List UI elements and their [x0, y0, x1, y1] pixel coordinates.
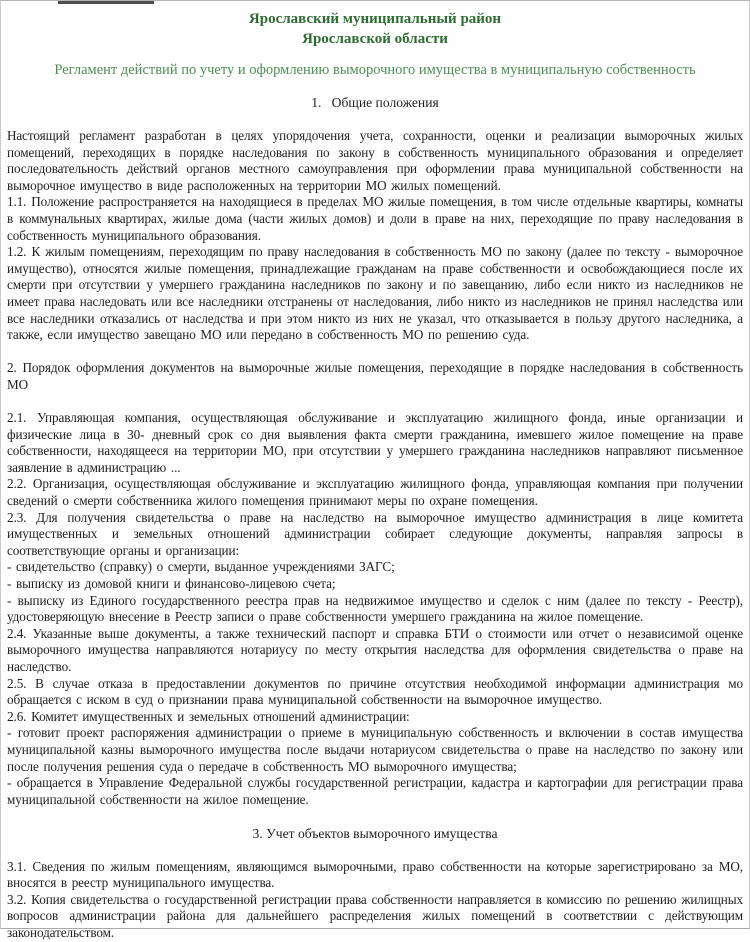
clause-2-2: 2.2. Организация, осуществляющая обслуживание и эксплуатацию жилищного фонда, управляющая компания при получении сведений о смерти собственника жилого помещения принимают меры по охране помещения. [7, 476, 743, 509]
list-item-registry-extract: - выписку из Единого государственного реестра прав на недвижимое имущество и сделок с ним (далее по тексту - Реестр), удостоверяющую внесение в Реестр записи о праве собственности умершего гражданина на жилое помещение. [7, 592, 743, 625]
clause-2-3: 2.3. Для получения свидетельства о праве на наследство на выморочное имущество администрация в лице комитета имущественных и земельных отношений администрации собирает следующие документы, направляя запросы в соответствующие органы и организации: [7, 509, 743, 558]
scan-artifact-line [58, 1, 154, 4]
clause-1-2: 1.2. К жилым помещениям, переходящим по праву наследования в собственность МО по закону (далее по тексту - выморочное имущество), относятся жилые помещения, принадлежащие гражданам на праве собственности и освобождающиеся после их смерти при отсутствии у умершего гражданина наследников по закону и по завещанию, либо если никто из наследников не имеет права наследовать или все наследники отстранены от наследования, либо никто из наследников не принял наследства или все наследники отказались от наследства и при этом никто из них не указал, что отказывается в пользу другого наследника, а также, если имущество завещано МО или передано в собственность МО по решению суда. [7, 244, 743, 343]
clause-3-1: 3.1. Сведения по жилым помещениям, являющимся выморочными, право собственности на которые зарегистрировано за МО, вносятся в реестр муниципального имущества. [7, 858, 743, 891]
doc-title-line1: Ярославский муниципальный район [248, 11, 502, 27]
section-3-heading: 3. Учет объектов выморочного имущества [252, 825, 498, 841]
section-2-heading: 2. Порядок оформления документов на выморочные жилые помещения, переходящие в порядке наследования в собственность МО [7, 360, 743, 392]
clause-1-1: 1.1. Положение распространяется на находящиеся в пределах МО жилые помещения, в том числе отдельные квартиры, комнаты в коммунальных квартирах, жилые дома (части жилых домов) и доли в праве на них, переходящие по праву наследования в собственность муниципального образования. [7, 194, 743, 243]
doc-title-line2: Ярославской области [302, 31, 448, 47]
clause-2-1: 2.1. Управляющая компания, осуществляющая обслуживание и эксплуатацию жилищного фонда, иные организации и физические лица в 30- дневный срок со дня выявления факта смерти гражданина, имевшего жилое помещение на праве собственности, находящееся на территории МО, при отсутствии у умершего гражданина наследников направляют письменное заявление в администрацию ... [7, 410, 743, 475]
document-header [7, 9, 743, 79]
clause-2-6: 2.6. Комитет имущественных и земельных отношений администрации: [7, 708, 410, 724]
list-item-registration-request: - обращается в Управление Федеральной службы государственной регистрации, кадастра и картографии для регистрации права муниципальной собственности на жилое помещение. [7, 775, 743, 807]
clause-2-5: 2.5. В случае отказа в предоставлении документов по причине отсутствия необходимой информации администрация мо обращается с иском в суд о признании права муниципальной собственности на выморочное имущество. [7, 675, 743, 708]
list-item-death-certificate: - свидетельство (справку) о смерти, выданное учреждениями ЗАГС; [7, 559, 395, 575]
document-body [7, 128, 743, 942]
clause-2-4: 2.4. Указанные выше документы, а также технический паспорт и справка БТИ о стоимости или отчет о независимой оценке выморочного имущества направляются нотариусу по месту открытия наследства для оформления свидетельства о праве на наследство. [7, 625, 743, 674]
paragraph-intro: Настоящий регламент разработан в целях упорядочения учета, сохранности, оценки и реализации выморочных жилых помещений, переходящих в порядке наследования по закону в собственность муниципального образования и определяет последовательность действий органов местного самоуправления при оформлении права муниципальной собственности на выморочное имущество в виде расположенных на территории МО жилых помещений. [7, 128, 743, 193]
list-item-draft-order: - готовит проект распоряжения администрации о приеме в муниципальную собственность и включении в состав имущества муниципальной казны выморочного имущества после выдачи нотариусом свидетельства о праве на наследство по закону или после получения решения суда о передаче в собственность МО выморочного имущества; [7, 725, 743, 774]
doc-subtitle: Регламент действий по учету и оформлению выморочного имущества в муниципальную собственность [54, 62, 696, 78]
clause-3-2: 3.2. Копия свидетельства о государственной регистрации права собственности направляется в комиссию по решению жилищных вопросов администрации района для дальнейшего распределения жилых помещений в соответствии с действующим законодательством. [7, 891, 743, 940]
section-1-heading: 1. Общие положения [311, 95, 439, 110]
list-item-house-register: - выписку из домовой книги и финансово-лицевою счета; [7, 576, 336, 592]
